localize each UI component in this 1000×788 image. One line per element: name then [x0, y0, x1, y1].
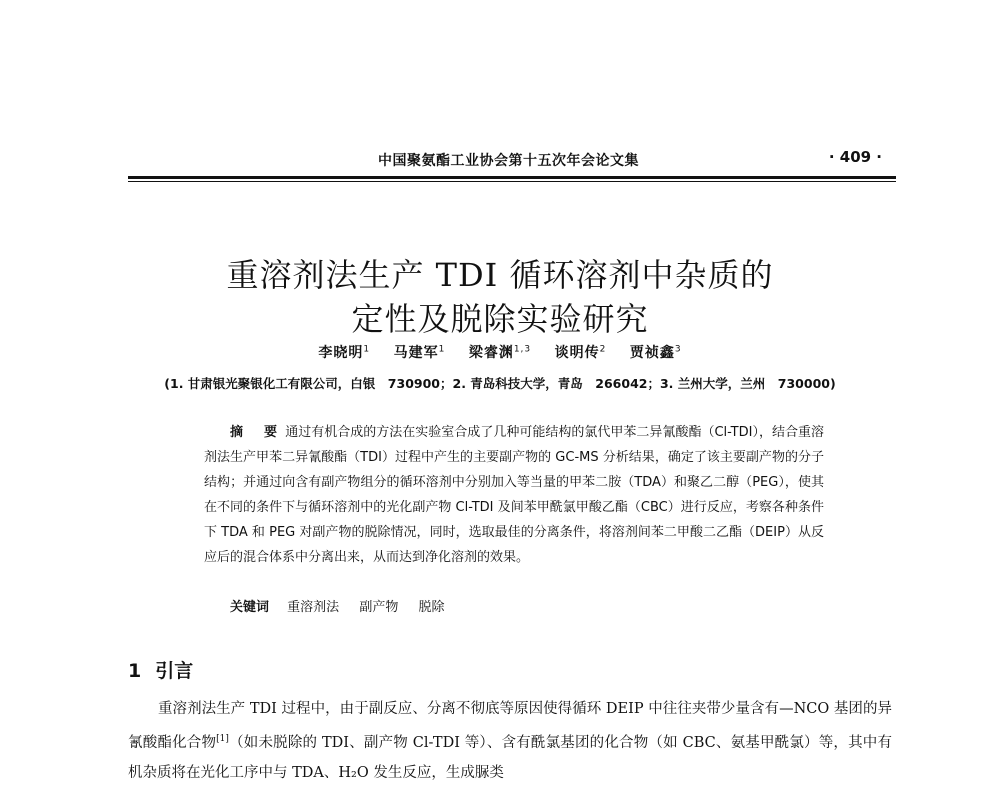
author: 李晓明$^1$ — [318, 344, 371, 361]
keywords-label: 关键词 — [230, 600, 270, 615]
section-title: 引言 — [155, 660, 194, 682]
body-text-part: 重溶剂法生产 TDI 过程中，由于副反应、分离不彻底等原因使得循环 DEIP 中往往夹带少量含有—NCO 基团的异氰酸酯化合物 — [128, 701, 892, 751]
section-heading — [128, 656, 193, 683]
paper-title-line-2: 定性及脱除实验研究 — [351, 300, 649, 338]
header-rule-thick — [128, 176, 896, 179]
author: 贾祯鑫$^3$ — [629, 344, 682, 361]
body-text-part: （如未脱除的 TDI、副产物 Cl-TDI 等）、含有酰氯基团的化合物（如 CBC、氨基甲酰氯）等，其中有机杂质将在光化工序中与 TDA、H₂O 发生反应，生成脲类 — [128, 734, 892, 781]
keyword: 脱除 — [418, 600, 445, 615]
keyword: 副产物 — [359, 600, 399, 615]
body-paragraph — [128, 694, 892, 788]
abstract-text: 通过有机合成的方法在实验室合成了几种可能结构的氯代甲苯二异氰酸酯（Cl-TDI），结合重溶剂法生产甲苯二异氰酸酯（TDI）过程中产生的主要副产物的 GC-MS 分析结果，确定了该主要副产物的分子结构；并通过向含有副产物组分的循环溶剂中分别加入等当量的甲苯二胺（TDA）和聚乙二醇（PEG），使其在不同的条件下与循环溶剂中的光化副产物 Cl-TDI 及间苯甲酰氯甲酸乙酯（CBC）进行反应，考察各种条件下 TDA 和 PEG 对副产物的脱除情况，同时，选取最佳的分离条件，将溶剂间苯二甲酸二乙酯（DEIP）从反应后的混合体系中分离出来，从而达到净化溶剂的效果。 — [204, 425, 824, 565]
keywords — [230, 596, 460, 615]
running-header — [128, 144, 896, 174]
keyword: 重溶剂法 — [287, 600, 340, 615]
header-rule-thin — [128, 181, 896, 182]
citation: [1] — [216, 734, 229, 744]
abstract — [204, 420, 824, 570]
author: 马建军$^1$ — [393, 344, 446, 361]
affiliations: (1. 甘肃银光聚银化工有限公司，白银 730900；2. 青岛科技大学，青岛 266042；3. 兰州大学，兰州 730000) — [164, 376, 836, 391]
abstract-label: 摘 要 — [230, 425, 282, 440]
running-title: 中国聚氨酯工业协会第十五次年会论文集 — [378, 153, 639, 169]
page-number: · 409 · — [828, 148, 882, 166]
author: 梁睿渊$^{1,3}$ — [468, 344, 532, 361]
author: 谈明传$^2$ — [554, 344, 607, 361]
section-number: 1 — [128, 660, 142, 682]
paper-title-line-1: 重溶剂法生产 TDI 循环溶剂中杂质的 — [226, 256, 774, 294]
author-list — [0, 342, 1000, 362]
